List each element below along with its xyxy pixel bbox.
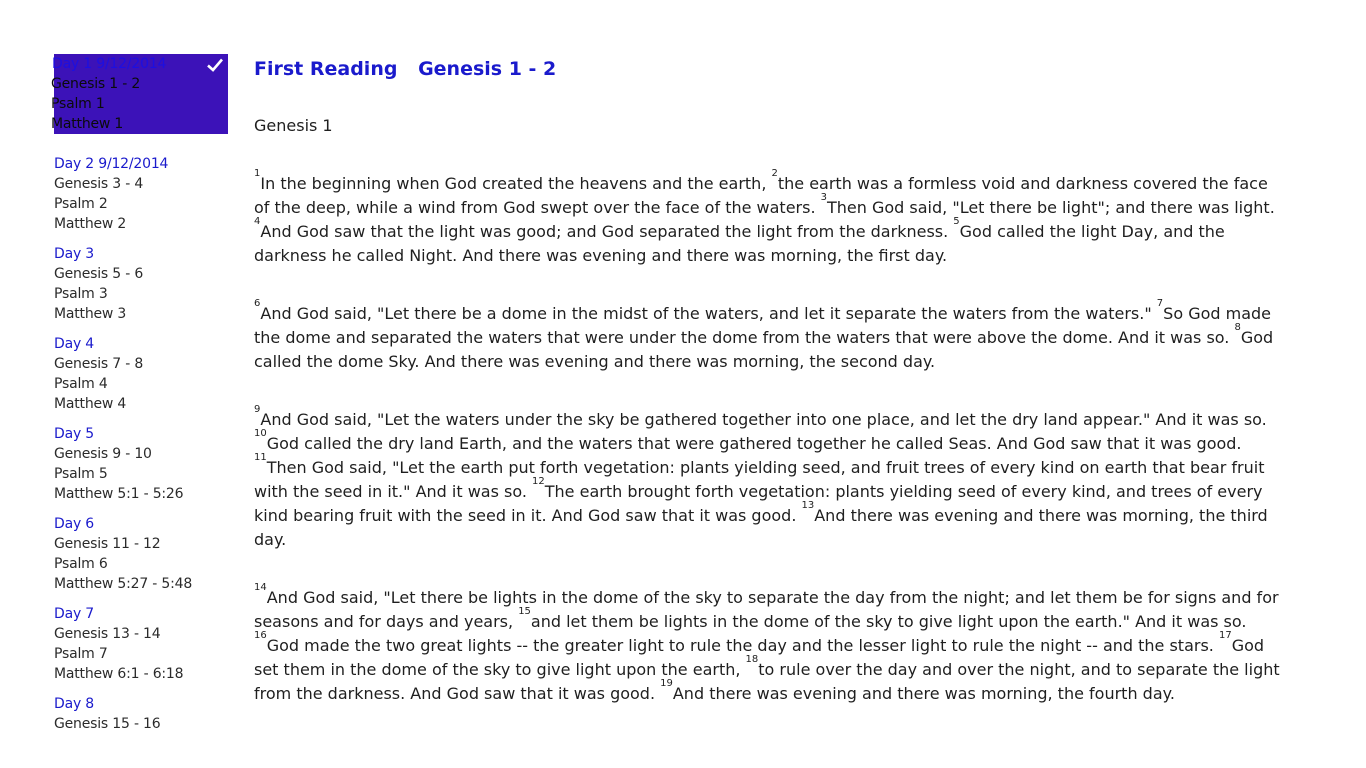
day-reading: Genesis 3 - 4	[54, 176, 144, 192]
verse-number: 8	[1234, 322, 1241, 333]
verse-text: And there was evening and there was morning, the third day.	[254, 506, 1268, 549]
verse-text: God called the dry land Earth, and the waters that were gathered together he called Seas. And God saw that it was good.	[266, 434, 1242, 453]
verse-number: 3	[820, 192, 827, 203]
day-reading: Matthew 4	[54, 396, 127, 412]
reading-pane	[254, 54, 1284, 754]
day-reading: Matthew 6:1 - 6:18	[54, 666, 184, 682]
verse-text: And God saw that the light was good; and God separated the light from the darkness.	[260, 222, 954, 241]
verse-text: to rule over the day and over the night, and to separate the light from the darkness. And God saw that it was good.	[254, 660, 1280, 703]
day-reading: Matthew 2	[54, 216, 127, 232]
verse-text: The earth brought forth vegetation: plants yielding seed of every kind, and trees of every kind bearing fruit with the seed in it. And God saw that it was good.	[254, 482, 1263, 525]
day-reading: Genesis 1 - 2	[51, 76, 141, 92]
verse-number: 19	[660, 678, 673, 689]
day-reading: Genesis 15 - 16	[54, 716, 161, 732]
day-label: Day 3	[54, 246, 95, 262]
verse-number: 13	[801, 500, 815, 511]
day-reading: Matthew 3	[54, 306, 127, 322]
verse-text: So God made the dome and separated the waters that were under the dome from the waters that were above the dome. And it was so.	[254, 304, 1272, 347]
verse-paragraph	[254, 298, 1284, 374]
verse-text: Then God said, "Let there be light"; and there was light.	[827, 198, 1275, 217]
reading-reference: Genesis 1 - 2	[418, 58, 557, 80]
verse-text: And God said, "Let there be lights in the dome of the sky to separate the day from the night; and let them be for signs and for seasons and for days and years,	[254, 588, 1279, 631]
day-item-1[interactable]	[51, 54, 228, 134]
day-label: Day 5	[54, 426, 95, 442]
verse-text: Then God said, "Let the earth put forth vegetation: plants yielding seed, and fruit trees of every kind on earth that bear fruit with the seed in it." And it was so.	[254, 458, 1265, 501]
verse-number: 2	[771, 168, 778, 179]
day-reading: Psalm 6	[54, 556, 108, 572]
day-item-7[interactable]	[54, 604, 228, 684]
day-label: Day 8	[54, 696, 95, 712]
day-reading: Genesis 9 - 10	[54, 446, 152, 462]
day-item-3[interactable]	[54, 244, 228, 324]
verse-number: 14	[254, 582, 267, 593]
day-reading: Psalm 5	[54, 466, 108, 482]
verse-number: 1	[254, 168, 261, 179]
day-label: Day 6	[54, 516, 95, 532]
verse-number: 4	[254, 216, 261, 227]
verse-number: 12	[532, 476, 545, 487]
verse-paragraph	[254, 404, 1284, 552]
verse-text: And God said, "Let there be a dome in the midst of the waters, and let it separate the waters from the waters."	[260, 304, 1157, 323]
day-reading: Matthew 5:1 - 5:26	[54, 486, 184, 502]
verse-number: 11	[254, 452, 267, 463]
day-item-4[interactable]	[54, 334, 228, 414]
day-item-2[interactable]	[54, 154, 228, 234]
verse-number: 6	[254, 298, 261, 309]
day-reading: Genesis 7 - 8	[54, 356, 144, 372]
day-item-5[interactable]	[54, 424, 228, 504]
day-item-8[interactable]	[54, 694, 228, 734]
scripture-text	[254, 168, 1284, 706]
day-item-6[interactable]	[54, 514, 228, 594]
verse-text: God called the light Day, and the darkness he called Night. And there was evening and there was morning, the first day.	[254, 222, 1225, 265]
reading-plan-list	[51, 54, 234, 732]
verse-text: God made the two great lights -- the greater light to rule the day and the lesser light to rule the night -- and the stars.	[266, 636, 1219, 655]
verse-number: 9	[254, 404, 261, 415]
day-label: Day 4	[54, 336, 95, 352]
day-reading: Psalm 4	[54, 376, 108, 392]
verse-text: God called the dome Sky. And there was evening and there was morning, the second day.	[254, 328, 1274, 371]
day-reading: Psalm 3	[54, 286, 108, 302]
day-label: Day 7	[54, 606, 95, 622]
chapter-title: Genesis 1	[254, 116, 333, 135]
verse-text: In the beginning when God created the heavens and the earth,	[260, 174, 772, 193]
verse-number: 18	[745, 654, 759, 665]
verse-text: And there was evening and there was morning, the fourth day.	[672, 684, 1175, 703]
reading-label: First Reading	[254, 58, 398, 80]
day-reading: Genesis 13 - 14	[54, 626, 161, 642]
day-label: Day 2 9/12/2014	[54, 156, 169, 172]
verse-number: 7	[1156, 298, 1164, 309]
day-reading: Psalm 7	[54, 646, 108, 662]
verse-text: the earth was a formless void and darkness covered the face of the deep, while a wind from God swept over the face of the waters.	[254, 174, 1268, 217]
verse-number: 5	[953, 216, 960, 227]
day-label: Day 1 9/12/2014	[52, 56, 167, 72]
verse-paragraph	[254, 582, 1284, 706]
day-reading: Genesis 11 - 12	[54, 536, 161, 552]
verse-number: 17	[1218, 630, 1232, 641]
verse-paragraph	[254, 168, 1284, 268]
reading-heading	[254, 54, 1284, 84]
verse-number: 15	[518, 606, 531, 617]
verse-number: 10	[254, 428, 267, 439]
verse-number: 16	[254, 630, 267, 641]
day-reading: Psalm 1	[51, 96, 105, 112]
checkmark-icon	[206, 56, 224, 74]
day-reading: Genesis 5 - 6	[54, 266, 144, 282]
verse-text: and let them be lights in the dome of the sky to give light upon the earth." And it was so.	[530, 612, 1247, 631]
verse-text: God set them in the dome of the sky to give light upon the earth,	[254, 636, 1265, 679]
day-reading: Matthew 1	[51, 116, 124, 132]
day-reading: Psalm 2	[54, 196, 108, 212]
day-reading: Matthew 5:27 - 5:48	[54, 576, 193, 592]
verse-text: And God said, "Let the waters under the sky be gathered together into one place, and let the dry land appear." And it was so.	[260, 410, 1267, 429]
